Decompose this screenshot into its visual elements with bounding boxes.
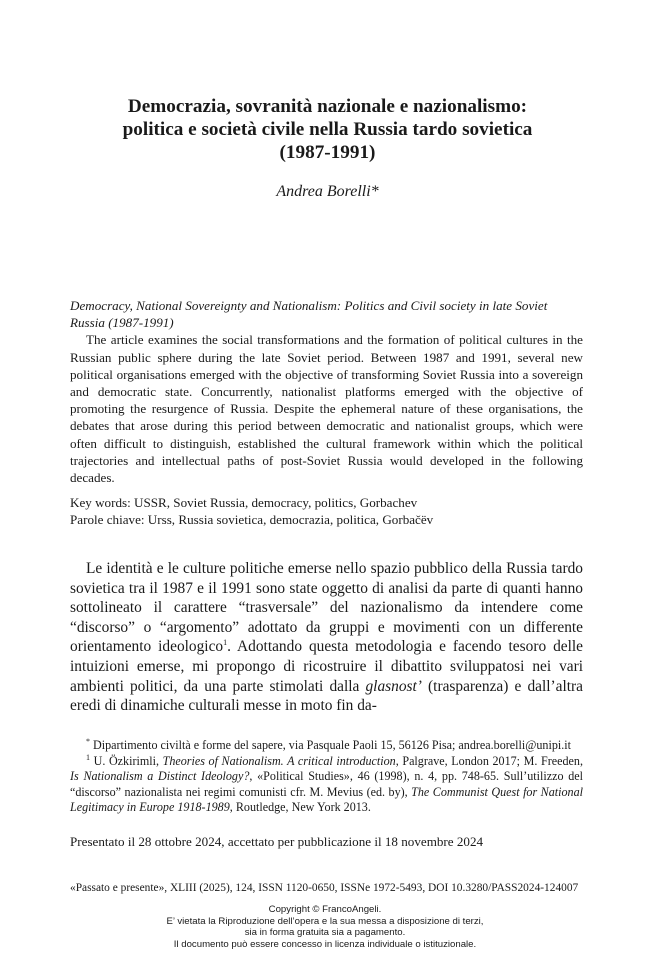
footnote-1-text: , Routledge, New York 2013. <box>229 800 371 815</box>
footnote-reference-1[interactable]: 1 <box>223 638 228 648</box>
body-text-middle: . Adottando questa metodologia e facendo tesoro delle intuizioni emerse, mi propongo di ricostruire il dibattito sviluppatosi nei vari ambienti politici, da una parte stimolati dalla <box>70 638 583 695</box>
footnote-1-text: , Palgrave, London 2017; M. Freeden, <box>395 753 583 768</box>
title-line-2: politica e società civile nella Russia tardo sovietica <box>122 119 533 140</box>
footnote-star-text: Dipartimento civiltà e forme del sapere, via Pasquale Paoli 15, 56126 Pisa; andrea.borelli@unipi.it <box>90 738 571 752</box>
title-line-3: (1987-1991) <box>279 142 376 163</box>
submission-dates: Presentato il 28 ottobre 2024, accettato per pubblicazione il 18 novembre 2024 <box>70 834 484 849</box>
body-text-start: Le identità e le culture politiche emerse nello spazio pubblico della Russia tardo sovietica tra il 1987 e il 1991 sono state oggetto di analisi da parte di quanti hanno sottolineato il carattere “trasversale” del nazionalismo da intendere come “discorso” o “argomento” adottato da gruppi e movimenti con un differente orientamento ideologico <box>70 560 583 656</box>
footnote-1-book-title: The Communist Quest for National Legitimacy in Europe 1918-1989 <box>70 784 584 815</box>
copyright-line-3: sia in forma gratuita sia a pagamento. <box>244 927 406 939</box>
keywords-italian: Parole chiave: Urss, Russia sovietica, democrazia, politica, Gorbačëv <box>70 512 434 527</box>
footnote-star-mark: * <box>86 736 90 746</box>
footnote-1-book-title: Theories of Nationalism. A critical introduction <box>162 753 396 768</box>
body-text-end: (trasparenza) e dall’altra eredi di dinamiche culturali messe in moto fin da- <box>70 677 583 715</box>
footnote-1-mark: 1 <box>86 752 90 762</box>
footnote-author-affiliation <box>70 738 583 754</box>
copyright-line-4: Il documento può essere concesso in licenza individuale o istituzionale. <box>173 938 477 950</box>
title-line-1: Democrazia, sovranità nazionale e nazionalismo: <box>127 96 528 117</box>
author-name: Andrea Borelli <box>276 183 371 200</box>
abstract-text: The article examines the social transformations and the formation of political cultures in the Russian public sphere during the late Soviet period. Between 1987 and 1991, several new political organisations emerged with the objective of transforming Soviet Russia into a sovereign and democratic state. Concurrently, nationalist platforms emerged with the objective of promoting the resurgence of Russia. Despite the ephemeral nature of these organisations, the debates that arose during this period between democratic and nationalist groups, which were often difficult to distinguish, established the cultural framework within which the political trajectories and intellectual paths of post-Soviet Russia would developed in the following decades. <box>70 332 583 486</box>
abstract-title: Democracy, National Sovereignty and Nationalism: Politics and Civil society in late Soviet Russia (1987-1991) <box>70 298 548 331</box>
keywords-english: Key words: USSR, Soviet Russia, democracy, politics, Gorbachev <box>70 495 418 510</box>
copyright-notice <box>60 904 590 950</box>
journal-citation: «Passato e presente», XLIII (2025), 124, ISSN 1120-0650, ISSNe 1972-5493, DOI 10.3280/PASS2024-124007 <box>70 882 579 894</box>
keywords <box>70 494 585 528</box>
footnotes <box>70 738 583 816</box>
footnote-1-text: , «Political Studies», 46 (1998), n. 4, pp. 748-65. Sull’utilizzo del “discorso” nazionalista nei regimi comunisti cfr. M. Mevius (ed. by), <box>70 769 584 799</box>
abstract <box>70 297 583 486</box>
author <box>70 183 585 201</box>
footnote-1-text: U. Özkirimli, <box>90 753 163 768</box>
body-paragraph <box>70 559 583 716</box>
footnote-1-article-title: Is Nationalism a Distinct Ideology? <box>70 769 250 784</box>
copyright-line-2: E’ vietata la Riproduzione dell’opera e la sua messa a disposizione di terzi, <box>166 915 484 927</box>
glasnost-term: glasnost’ <box>365 677 422 695</box>
author-footnote-mark: * <box>370 183 379 200</box>
copyright-line-1: Copyright © FrancoAngeli. <box>268 904 382 915</box>
footnote-1 <box>70 754 583 816</box>
article-title <box>70 95 585 164</box>
